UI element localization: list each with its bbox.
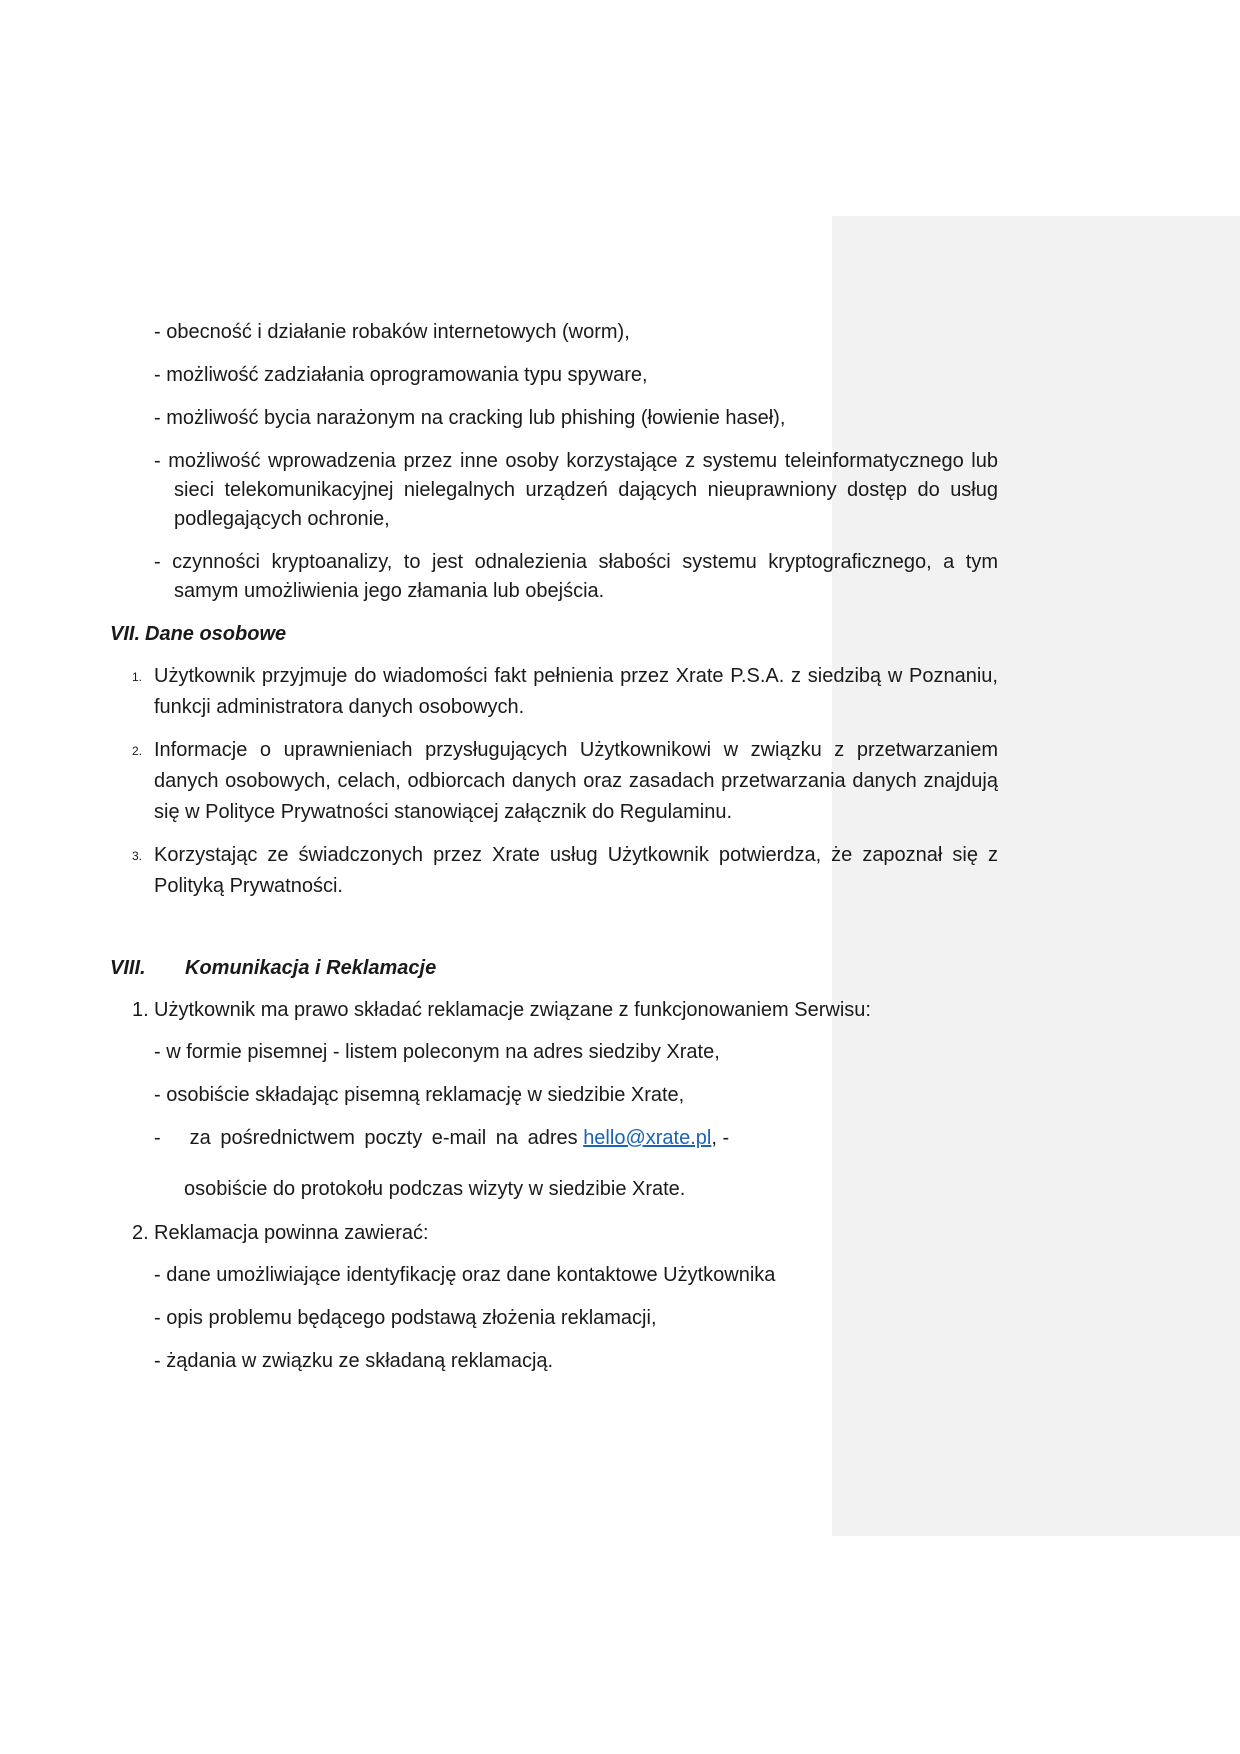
dash-item: - możliwość bycia narażonym na cracking lub phishing (łowienie haseł), bbox=[154, 407, 786, 429]
item-text: Użytkownik ma prawo składać reklamacje związane z funkcjonowaniem Serwisu: bbox=[154, 999, 871, 1021]
numbered-item bbox=[110, 1218, 998, 1249]
section-heading bbox=[110, 620, 998, 649]
item-number: 1. bbox=[132, 999, 149, 1021]
dash-item: - czynności kryptoanalizy, to jest odnalezienia słabości systemu kryptograficznego, a tym samym umożliwienia jego złamania lub obejścia. bbox=[154, 551, 998, 602]
item-text: Reklamacja powinna zawierać: bbox=[154, 1222, 429, 1244]
item-number: 1. bbox=[132, 670, 143, 684]
email-dash-item bbox=[154, 1124, 998, 1153]
dash-item: - możliwość zadziałania oprogramowania typu spyware, bbox=[154, 364, 648, 386]
section-number: VIII. bbox=[110, 957, 146, 979]
section-heading bbox=[110, 954, 998, 983]
section-number: VII. bbox=[110, 623, 141, 645]
dash-item: - osobiście składając pisemną reklamację w siedzibie Xrate, bbox=[154, 1084, 685, 1106]
item-text: Korzystając ze świadczonych przez Xrate usług Użytkownik potwierdza, że zapoznał się z Polityką Prywatności. bbox=[154, 844, 998, 897]
dash-item: - opis problemu będącego podstawą złożenia reklamacji, bbox=[154, 1307, 657, 1329]
email-item-text: za pośrednictwem poczty e-mail na adres bbox=[189, 1127, 578, 1149]
numbered-item bbox=[110, 735, 998, 828]
dash-item: - w formie pisemnej - listem poleconym na adres siedziby Xrate, bbox=[154, 1041, 720, 1063]
dash-item: - żądania w związku ze składaną reklamacją. bbox=[154, 1350, 554, 1372]
item-number: 2. bbox=[132, 744, 143, 758]
item-number: 3. bbox=[132, 849, 143, 863]
item-text: Informacje o uprawnieniach przysługujących Użytkownikowi w związku z przetwarzaniem danych osobowych, celach, odbiorcach danych oraz zasadach przetwarzania danych znajdują się w Polityce Prywatności stanowiącej załącznik do Regulaminu. bbox=[154, 739, 998, 823]
section-title: Dane osobowe bbox=[145, 623, 287, 645]
item-text: Użytkownik przyjmuje do wiadomości fakt pełnienia przez Xrate P.S.A. z siedzibą w Poznaniu, funkcji administratora danych osobowych. bbox=[154, 665, 998, 718]
dash-item: - możliwość wprowadzenia przez inne osoby korzystające z systemu teleinformatycznego lub sieci telekomunikacyjnej nielegalnych urządzeń dających nieuprawniony dostęp do usług podlegających ochronie, bbox=[154, 450, 998, 530]
dash-item: - obecność i działanie robaków internetowych (worm), bbox=[154, 321, 630, 343]
item-number: 2. bbox=[132, 1222, 149, 1244]
document-content bbox=[110, 318, 998, 1390]
dash-marker: - bbox=[154, 1127, 161, 1149]
numbered-item bbox=[110, 840, 998, 902]
email-link[interactable]: hello@xrate.pl bbox=[583, 1127, 712, 1149]
email-item-suffix: , - bbox=[711, 1127, 730, 1149]
dash-item: - dane umożliwiające identyfikację oraz dane kontaktowe Użytkownika bbox=[154, 1264, 776, 1286]
section-title: Komunikacja i Reklamacje bbox=[185, 957, 437, 979]
numbered-item bbox=[110, 995, 998, 1026]
numbered-item bbox=[110, 661, 998, 723]
dash-item-continuation: osobiście do protokołu podczas wizyty w siedzibie Xrate. bbox=[184, 1178, 686, 1200]
